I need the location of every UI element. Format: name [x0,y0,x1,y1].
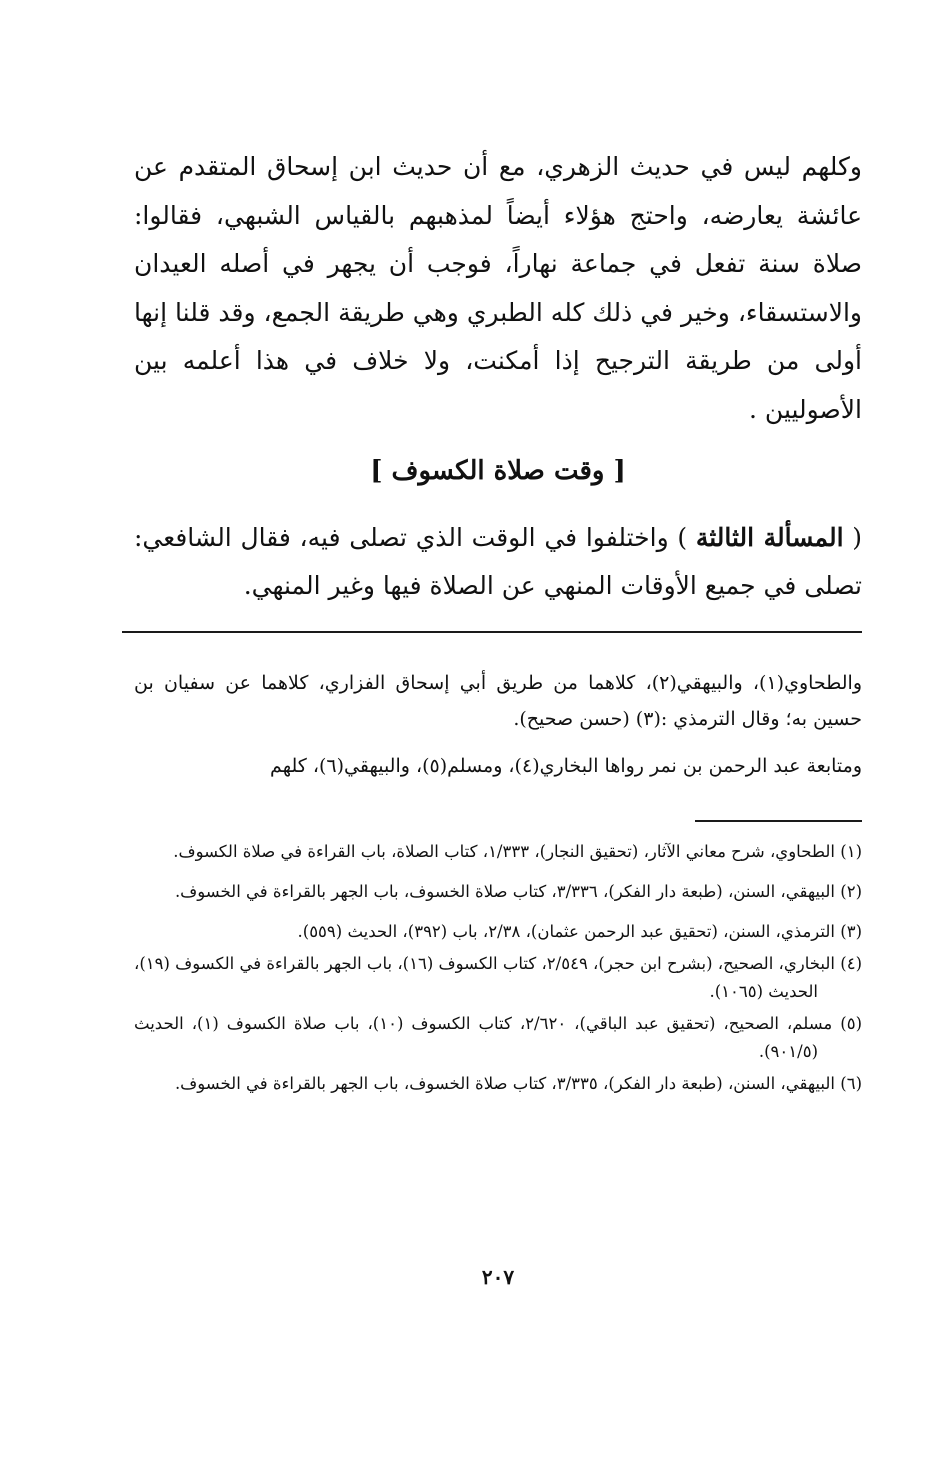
main-paragraph: وكلهم ليس في حديث الزهري، مع أن حديث ابن إسحاق المتقدم عن عائشة يعارضه، واحتج هؤلاء أيضاً لمذهبهم بالقياس الشبهي، فقالوا: صلاة سنة تفعل في جماعة نهاراً، فوجب أن يجهر في أصله العيدان والاستسقاء، وخير في ذلك كله الطبري وهي طريقة الجمع، وقد قلنا إنها أولى من طريقة الترجيح إذا أمكنت، ولا خلاف في هذا أعلمه بين الأصوليين . [134,152,862,424]
issue-label: المسألة الثالثة [695,523,844,552]
issue-paragraph [134,514,862,610]
open-paren: ( [843,523,862,552]
footnote-list [134,838,862,1110]
footnote-item: (٥) مسلم، الصحيح، (تحقيق عبد الباقي)، ٢/٦٢٠، كتاب الكسوف (١٠)، باب صلاة الكسوف (١)، الحديث (٩٠١/٥). [134,1014,862,1061]
section-heading: [ وقت صلاة الكسوف ] [370,456,626,486]
takhrij-paragraph: والطحاوي(١)، والبيهقي(٢)، كلاهما من طريق أبي إسحاق الفزاري، كلاهما عن سفيان بن حسين به؛ وقال الترمذي :(٣) (حسن صحيح). [134,672,862,730]
issue-text: ) واختلفوا في الوقت الذي تصلى فيه، فقال الشافعي: تصلى في جميع الأوقات المنهي عن الصلاة فيها وغير المنهي. [134,523,862,600]
footnote-item: (٦) البيهقي، السنن، (طبعة دار الفكر)، ٣/٣٣٥، كتاب صلاة الخسوف، باب الجهر بالقراءة في الخسوف. [174,1074,862,1093]
footnote-item: (٣) الترمذي، السنن، (تحقيق عبد الرحمن عثمان)، ٢/٣٨، باب (٣٩٢)، الحديث (٥٥٩). [297,922,862,941]
footnote-item: (١) الطحاوي، شرح معاني الآثار، (تحقيق النجار)، ١/٣٣٣، كتاب الصلاة، باب القراءة في صلاة الكسوف. [173,842,862,861]
takhrij-paragraph: ومتابعة عبد الرحمن بن نمر رواها البخاري(٤)، ومسلم(٥)، والبيهقي(٦)، كلهم [270,755,862,777]
page-number: ٢٠٧ [481,1265,515,1289]
footnote-item: (٤) البخاري، الصحيح، (بشرح ابن حجر)، ٢/٥٤٩، كتاب الكسوف (١٦)، باب الجهر بالقراءة في الكسوف (١٩)، الحديث (١٠٦٥). [134,954,862,1001]
book-page [134,0,862,1466]
main-divider [122,631,862,633]
footnote-divider [695,820,862,822]
footnote-item: (٢) البيهقي، السنن، (طبعة دار الفكر)، ٣/٣٣٦، كتاب صلاة الخسوف، باب الجهر بالقراءة في الخسوف. [174,882,862,901]
